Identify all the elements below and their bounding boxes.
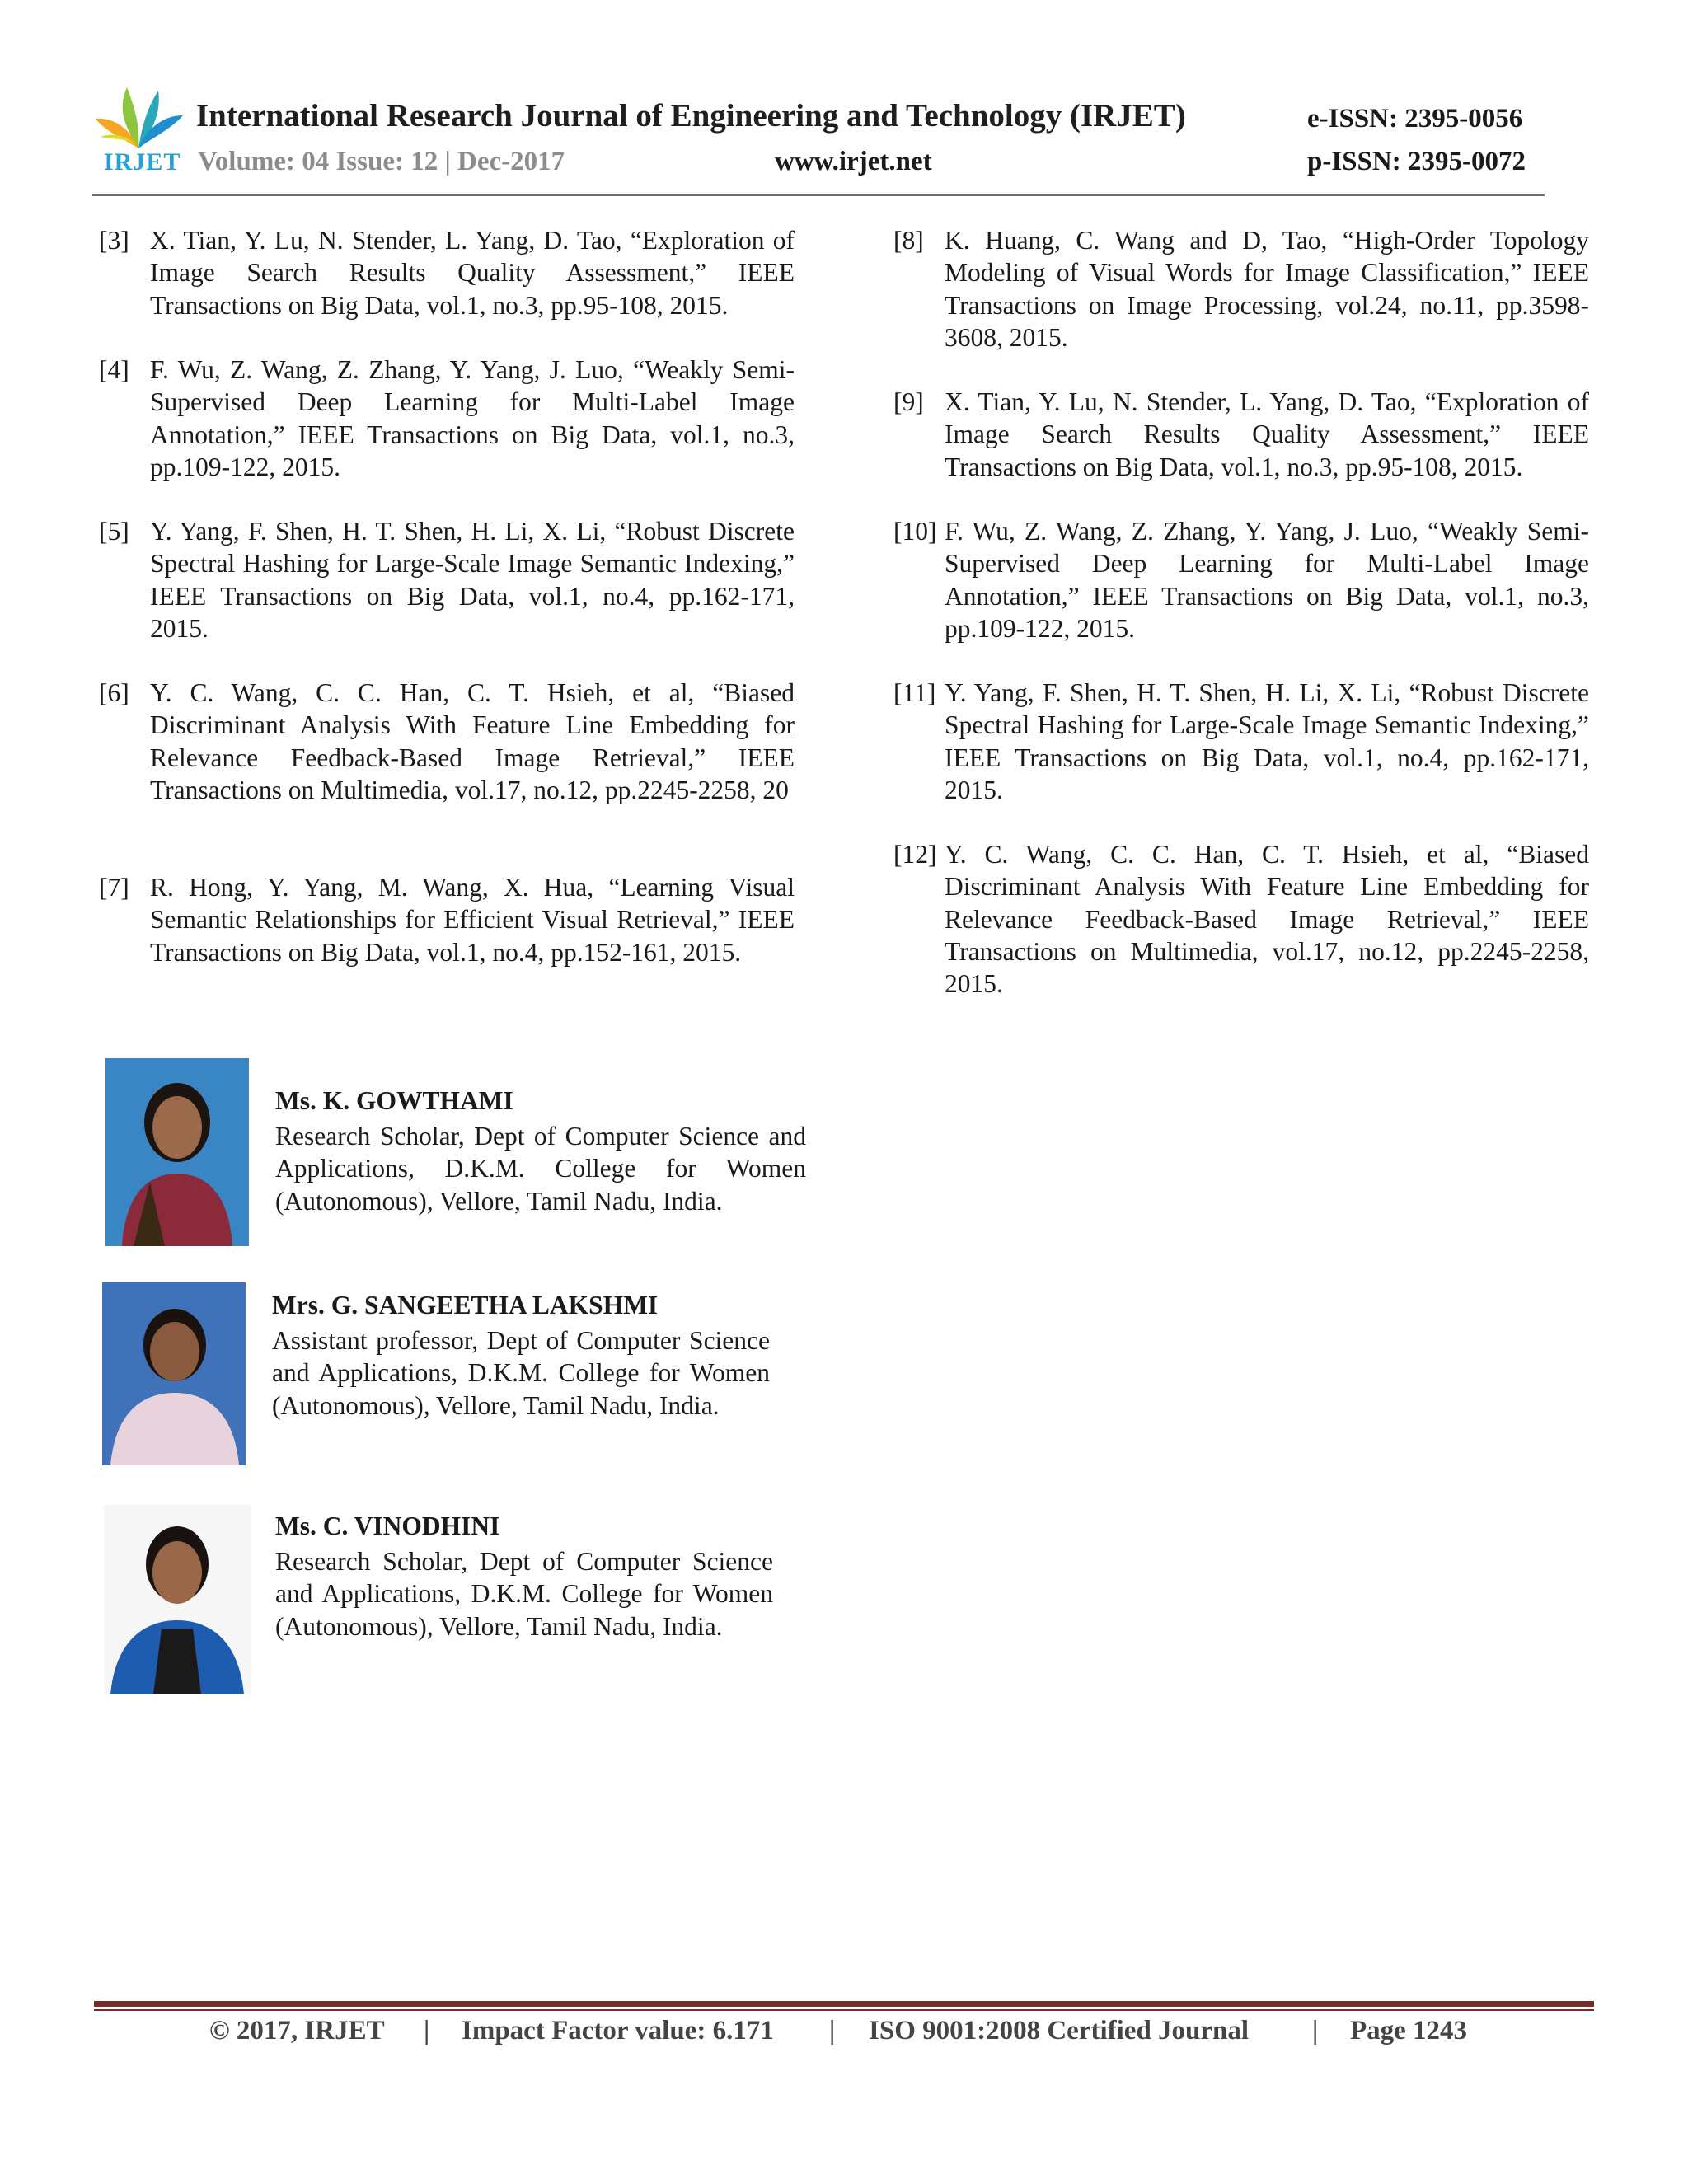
journal-title: International Research Journal of Engineering and Technology (IRJET) bbox=[196, 98, 1186, 134]
reference-item bbox=[99, 354, 795, 483]
reference-number: [6] bbox=[99, 678, 129, 707]
reference-text: K. Huang, C. Wang and D, Tao, “High-Order Topology Modeling of Visual Words for Image Classification,” IEEE Transactions on Image Processing, vol.24, no.11, pp.3598-3608, 2015. bbox=[945, 226, 1589, 352]
reference-text: X. Tian, Y. Lu, N. Stender, L. Yang, D. Tao, “Exploration of Image Search Results Quality Assessment,” IEEE Transactions on Big Data, vol.1, no.3, pp.95-108, 2015. bbox=[150, 226, 795, 320]
footer-separator: | bbox=[424, 2016, 430, 2046]
e-issn: e-ISSN: 2395-0056 bbox=[1307, 104, 1523, 134]
portrait-icon bbox=[104, 1505, 251, 1694]
journal-logo bbox=[92, 86, 185, 178]
reference-text: F. Wu, Z. Wang, Z. Zhang, Y. Yang, J. Luo, “Weakly Semi-Supervised Deep Learning for Multi-Label Image Annotation,” IEEE Transactions on Big Data, vol.1, no.3, pp.109-122, 2015. bbox=[150, 355, 795, 481]
author-name: Ms. C. VINODHINI bbox=[275, 1511, 500, 1540]
reference-item bbox=[893, 838, 1589, 1000]
footer-impact-factor: Impact Factor value: 6.171 bbox=[462, 2016, 774, 2046]
reference-number: [11] bbox=[893, 678, 936, 707]
footer-page-number: Page 1243 bbox=[1350, 2016, 1468, 2046]
reference-text: R. Hong, Y. Yang, M. Wang, X. Hua, “Learning Visual Semantic Relationships for Efficient Visual Retrieval,” IEEE Transactions on Big Data, vol.1, no.4, pp.152-161, 2015. bbox=[150, 873, 795, 967]
website-link[interactable]: www.irjet.net bbox=[775, 147, 932, 176]
logo-text: IRJET bbox=[104, 148, 181, 176]
reference-item bbox=[893, 386, 1589, 483]
author-photo bbox=[104, 1505, 251, 1694]
footer-separator: | bbox=[1312, 2016, 1319, 2046]
header-divider bbox=[92, 194, 1545, 196]
reference-item bbox=[99, 677, 795, 806]
footer-separator: | bbox=[829, 2016, 836, 2046]
footer-copyright: © 2017, IRJET bbox=[209, 2016, 385, 2046]
author-name: Ms. K. GOWTHAMI bbox=[275, 1086, 513, 1115]
reference-text: Y. Yang, F. Shen, H. T. Shen, H. Li, X. Li, “Robust Discrete Spectral Hashing for Large-Scale Image Semantic Indexing,” IEEE Transactions on Big Data, vol.1, no.4, pp.162-171, 2015. bbox=[945, 678, 1589, 804]
reference-number: [12] bbox=[893, 840, 937, 869]
portrait-icon bbox=[106, 1058, 249, 1246]
reference-number: [8] bbox=[893, 226, 924, 255]
reference-item bbox=[893, 224, 1589, 354]
author-photo bbox=[102, 1282, 246, 1465]
reference-number: [7] bbox=[99, 873, 129, 902]
reference-number: [9] bbox=[893, 387, 924, 416]
reference-item bbox=[99, 871, 795, 968]
footer-divider bbox=[94, 2001, 1594, 2007]
author-bio: Research Scholar, Dept of Computer Science and Applications, D.K.M. College for Women (Autonomous), Vellore, Tamil Nadu, India. bbox=[275, 1547, 773, 1641]
footer-iso: ISO 9001:2008 Certified Journal bbox=[869, 2016, 1250, 2046]
reference-item bbox=[893, 515, 1589, 644]
reference-item bbox=[99, 515, 795, 644]
volume-issue: Volume: 04 Issue: 12 | Dec-2017 bbox=[198, 147, 565, 176]
footer-divider-thin bbox=[94, 2009, 1594, 2011]
reference-item bbox=[99, 224, 795, 321]
reference-number: [10] bbox=[893, 517, 937, 546]
reference-number: [4] bbox=[99, 355, 129, 384]
author-bio: Research Scholar, Dept of Computer Science and Applications, D.K.M. College for Women (Autonomous), Vellore, Tamil Nadu, India. bbox=[275, 1122, 806, 1216]
author-bio: Assistant professor, Dept of Computer Science and Applications, D.K.M. College for Women (Autonomous), Vellore, Tamil Nadu, India. bbox=[272, 1326, 770, 1420]
reference-text: Y. C. Wang, C. C. Han, C. T. Hsieh, et al, “Biased Discriminant Analysis With Feature Line Embedding for Relevance Feedback-Based Image Retrieval,” IEEE Transactions on Multimedia, vol.17, no.12, pp.2245-2258, 20 bbox=[150, 678, 795, 804]
reference-number: [5] bbox=[99, 517, 129, 546]
p-issn: p-ISSN: 2395-0072 bbox=[1307, 147, 1526, 176]
author-photo bbox=[106, 1058, 249, 1246]
reference-number: [3] bbox=[99, 226, 129, 255]
leaf-logo-icon bbox=[92, 86, 185, 150]
reference-text: F. Wu, Z. Wang, Z. Zhang, Y. Yang, J. Luo, “Weakly Semi-Supervised Deep Learning for Multi-Label Image Annotation,” IEEE Transactions on Big Data, vol.1, no.3, pp.109-122, 2015. bbox=[945, 517, 1589, 643]
reference-text: X. Tian, Y. Lu, N. Stender, L. Yang, D. Tao, “Exploration of Image Search Results Quality Assessment,” IEEE Transactions on Big Data, vol.1, no.3, pp.95-108, 2015. bbox=[945, 387, 1589, 481]
reference-item bbox=[893, 677, 1589, 806]
author-name: Mrs. G. SANGEETHA LAKSHMI bbox=[272, 1291, 659, 1319]
portrait-icon bbox=[102, 1282, 246, 1465]
reference-text: Y. C. Wang, C. C. Han, C. T. Hsieh, et al, “Biased Discriminant Analysis With Feature Line Embedding for Relevance Feedback-Based Image Retrieval,” IEEE Transactions on Multimedia, vol.17, no.12, pp.2245-2258, 2015. bbox=[945, 840, 1589, 999]
reference-text: Y. Yang, F. Shen, H. T. Shen, H. Li, X. Li, “Robust Discrete Spectral Hashing for Large-Scale Image Semantic Indexing,” IEEE Transactions on Big Data, vol.1, no.4, pp.162-171, 2015. bbox=[150, 517, 795, 643]
